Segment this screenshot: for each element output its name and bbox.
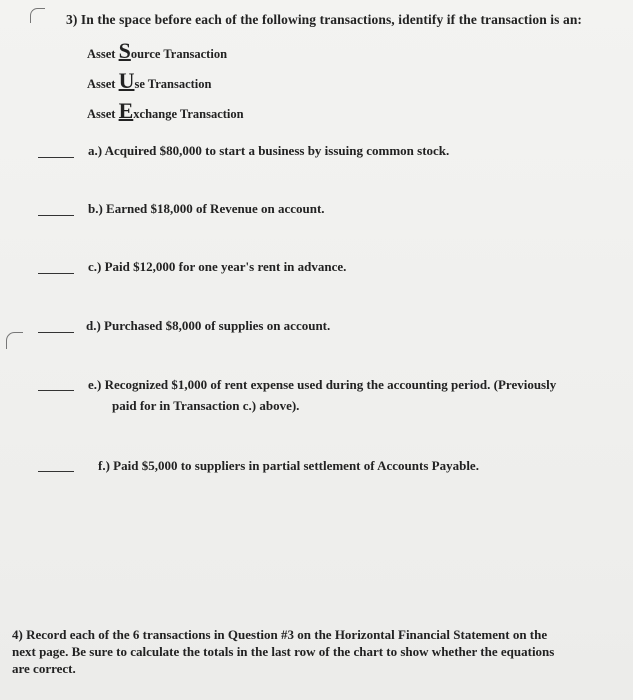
binder-hole-mark bbox=[30, 8, 45, 23]
transaction-b: b.) Earned $18,000 of Revenue on account. bbox=[88, 201, 325, 216]
type-asset-source: Asset Source Transaction bbox=[87, 38, 228, 63]
type-letter: E bbox=[118, 98, 134, 123]
type-asset-exchange: Asset Exchange Transaction bbox=[87, 98, 244, 123]
transaction-e: e.) Recognized $1,000 of rent expense used during the accounting period. (Previously bbox=[88, 377, 557, 392]
transaction-c: c.) Paid $12,000 for one year's rent in advance. bbox=[88, 259, 347, 274]
transaction-a: a.) Acquired $80,000 to start a business by issuing common stock. bbox=[88, 143, 450, 158]
question-4-line-2: next page. Be sure to calculate the totals in the last row of the chart to show whether the equations bbox=[12, 644, 555, 659]
question-4-line-3: are correct. bbox=[12, 661, 76, 676]
transaction-f: f.) Paid $5,000 to suppliers in partial settlement of Accounts Payable. bbox=[98, 458, 479, 473]
answer-blank-f[interactable] bbox=[38, 471, 74, 472]
answer-blank-c[interactable] bbox=[38, 273, 74, 274]
question-3-heading: 3) In the space before each of the following transactions, identify if the transaction is an: bbox=[66, 12, 583, 27]
type-letter: U bbox=[118, 68, 135, 93]
binder-hole-mark bbox=[6, 332, 23, 349]
transaction-e-continuation: paid for in Transaction c.) above). bbox=[112, 398, 300, 413]
answer-blank-a[interactable] bbox=[38, 157, 74, 158]
answer-blank-d[interactable] bbox=[38, 332, 74, 333]
question-4-line-1: 4) Record each of the 6 transactions in Question #3 on the Horizontal Financial Statement on the bbox=[12, 627, 548, 642]
type-asset-use: Asset Use Transaction bbox=[87, 68, 212, 93]
type-letter: S bbox=[118, 38, 131, 63]
transaction-d: d.) Purchased $8,000 of supplies on account. bbox=[86, 318, 331, 333]
answer-blank-e[interactable] bbox=[38, 390, 74, 391]
answer-blank-b[interactable] bbox=[38, 215, 74, 216]
